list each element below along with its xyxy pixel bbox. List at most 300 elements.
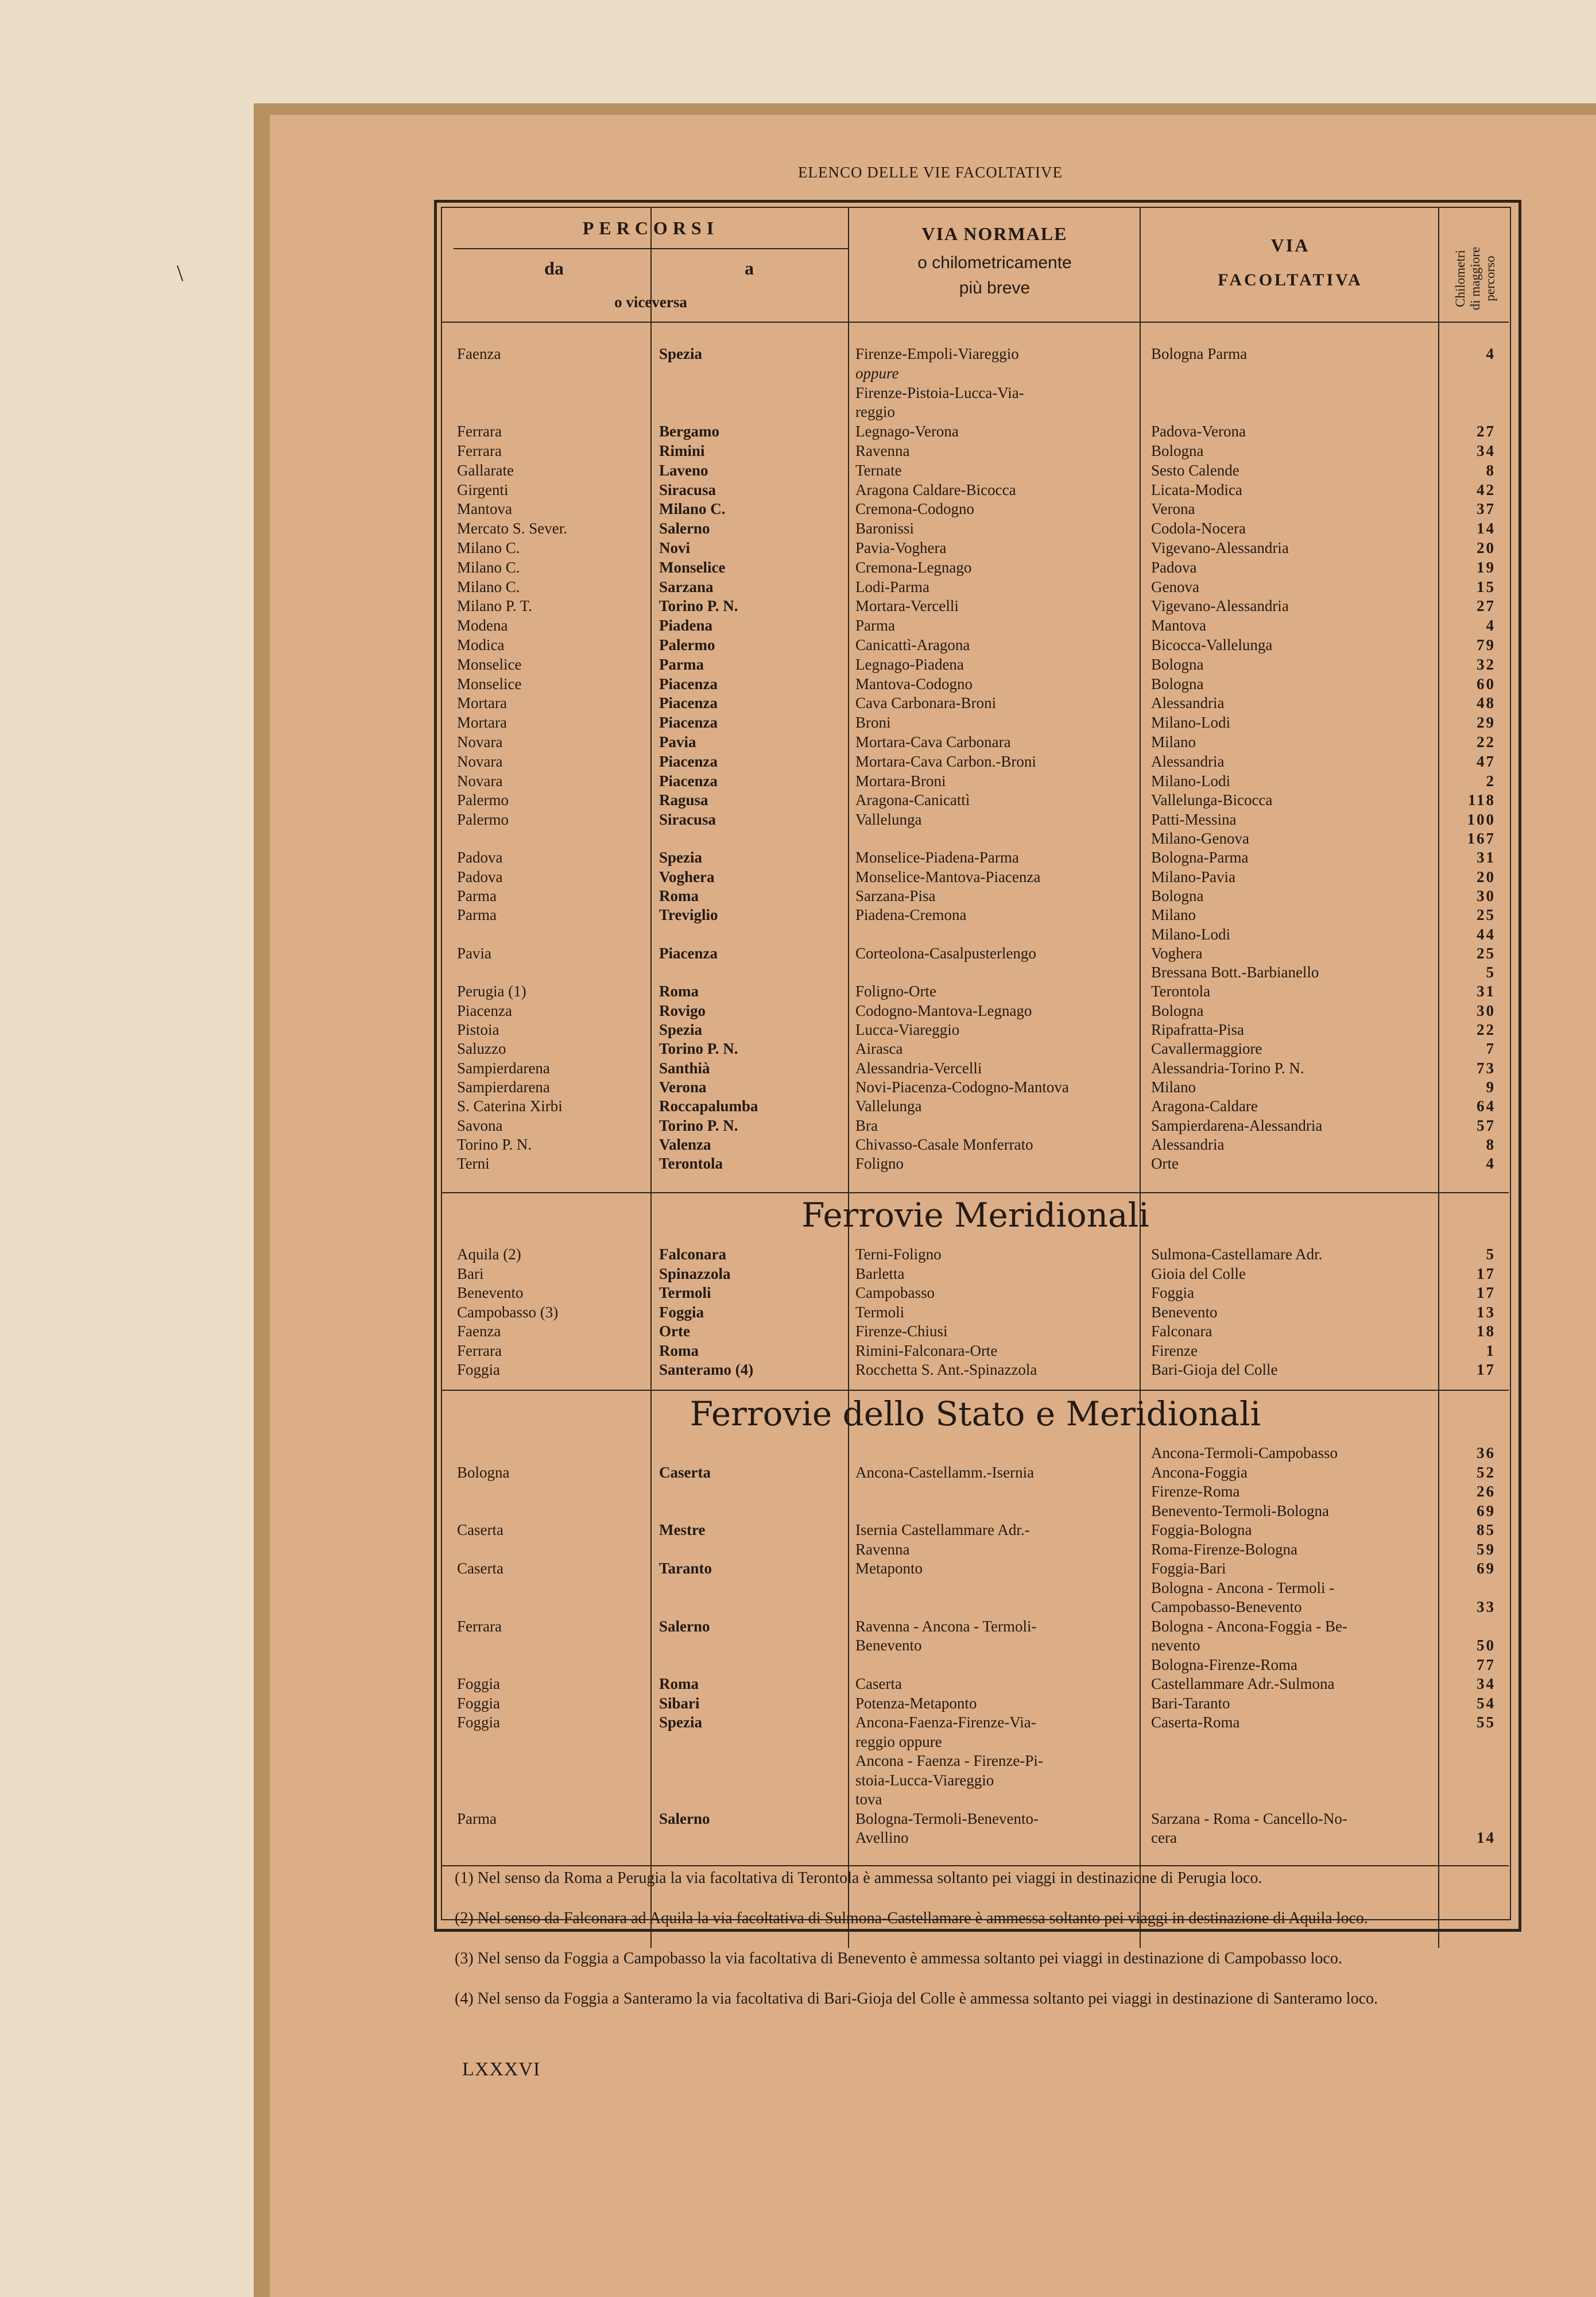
footnote: (1) Nel senso da Roma a Perugia la via facoltativa di Terontola è ammessa soltanto pei viaggi in destinazione di Perugia loco.: [455, 1869, 1262, 1887]
cell-facoltativa: Bologna-Parma: [1151, 849, 1249, 867]
cell-da: Sampierdarena: [457, 1059, 550, 1077]
cell-a: Valenza: [659, 1135, 711, 1153]
cell-km: 17: [1477, 1264, 1496, 1282]
cell-facoltativa: Milano: [1151, 1078, 1196, 1096]
cell-normale: Bra: [855, 1116, 878, 1134]
table-row: [0, 733, 1596, 752]
cell-km: 73: [1477, 1059, 1496, 1077]
cell-da: S. Caterina Xirbi: [457, 1097, 563, 1115]
cell-km: 31: [1477, 849, 1496, 867]
cell-da: Foggia: [457, 1714, 501, 1731]
cell-normale: oppure: [855, 364, 899, 382]
cell-da: Parma: [457, 906, 497, 924]
cell-da: Saluzzo: [457, 1040, 506, 1058]
cell-km: 31: [1477, 983, 1496, 1000]
table-row: [0, 636, 1596, 655]
cell-km: 29: [1477, 714, 1496, 732]
header-percorsi: PERCORSI: [582, 218, 719, 238]
cell-facoltativa: Bari-Taranto: [1151, 1694, 1230, 1712]
cell-normale: Aragona Caldare-Bicocca: [855, 481, 1016, 498]
table-row: [0, 1579, 1596, 1598]
cell-km: 20: [1477, 868, 1496, 885]
table-row: [0, 982, 1596, 1001]
cell-facoltativa: Alessandria: [1151, 1135, 1225, 1153]
cell-normale: Ravenna: [855, 442, 910, 459]
table-row: [0, 1463, 1596, 1482]
running-title: ELENCO DELLE VIE FACOLTATIVE: [798, 164, 1063, 181]
cell-km: 25: [1477, 906, 1496, 924]
cell-da: Palermo: [457, 791, 509, 809]
cell-a: Monselice: [659, 558, 726, 576]
cell-normale: Metaponto: [855, 1560, 923, 1577]
cell-a: Salerno: [659, 520, 710, 537]
cell-km: 5: [1486, 964, 1496, 981]
cell-normale: Broni: [855, 714, 891, 732]
cell-da: Mortara: [457, 714, 507, 732]
cell-a: Piacenza: [659, 714, 718, 732]
cell-a: Santhià: [659, 1059, 710, 1077]
cell-facoltativa: Ancona-Foggia: [1151, 1463, 1248, 1481]
table-row: [0, 1303, 1596, 1322]
cell-km: 60: [1477, 675, 1496, 693]
cell-facoltativa: Padova-Verona: [1151, 423, 1246, 440]
cell-da: Pavia: [457, 944, 491, 962]
cell-normale: Firenze-Empoli-Viareggio: [855, 345, 1019, 362]
cell-a: Parma: [659, 655, 704, 673]
table-row: [0, 1521, 1596, 1540]
header-via-normale-sub2: più breve: [959, 279, 1031, 297]
cell-normale: Firenze-Pistoia-Lucca-Via-: [855, 384, 1024, 401]
cell-facoltativa: Ripafratta-Pisa: [1151, 1021, 1244, 1038]
cell-a: Spezia: [659, 1714, 703, 1731]
cell-km: 52: [1477, 1463, 1496, 1481]
cell-a: Foggia: [659, 1303, 704, 1321]
cell-normale: Isernia Castellammare Adr.-: [855, 1521, 1030, 1538]
header-da: da: [544, 258, 564, 279]
rule-footnotes: [442, 1865, 1509, 1866]
cell-normale: Monselice-Piadena-Parma: [855, 849, 1019, 867]
table-row: [0, 616, 1596, 635]
cell-normale: Terni-Foligno: [855, 1246, 942, 1263]
table-row: [0, 500, 1596, 519]
table-row: [0, 1751, 1596, 1770]
cell-km: 77: [1477, 1656, 1496, 1673]
header-km-line3: percorso: [1483, 256, 1497, 301]
cell-a: Salerno: [659, 1809, 710, 1827]
cell-da: Foggia: [457, 1694, 501, 1712]
cell-facoltativa: Patti-Messina: [1151, 811, 1237, 829]
cell-da: Terni: [457, 1155, 490, 1173]
cell-facoltativa: Milano-Lodi: [1151, 925, 1230, 943]
cell-normale: Legnago-Piadena: [855, 655, 964, 673]
cell-a: Sibari: [659, 1694, 700, 1712]
cell-km: 14: [1477, 520, 1496, 537]
cell-a: Spinazzola: [659, 1264, 731, 1282]
cell-km: 34: [1477, 1675, 1496, 1692]
cell-facoltativa: Terontola: [1151, 983, 1211, 1000]
table-row: [0, 1264, 1596, 1283]
cell-a: Torino P. N.: [659, 1040, 738, 1058]
cell-facoltativa: Voghera: [1151, 944, 1203, 962]
cell-km: 100: [1467, 811, 1496, 829]
table-row: [0, 597, 1596, 616]
cell-normale: Vallelunga: [855, 1097, 922, 1115]
cell-da: Palermo: [457, 811, 509, 829]
cell-da: Modena: [457, 617, 508, 635]
cell-facoltativa: Bari-Gioja del Colle: [1151, 1361, 1278, 1378]
table-row: [0, 1502, 1596, 1521]
cell-facoltativa: Licata-Modica: [1151, 481, 1242, 498]
cell-facoltativa: Milano: [1151, 906, 1196, 924]
header-viceversa: o viceversa: [614, 293, 687, 311]
cell-km: 27: [1477, 423, 1496, 440]
table-row: [0, 1001, 1596, 1020]
cell-normale: reggio: [855, 403, 895, 421]
cell-a: Milano C.: [659, 500, 726, 518]
cell-facoltativa: Bologna: [1151, 442, 1204, 459]
footnote: (3) Nel senso da Foggia a Campobasso la via facoltativa di Benevento è ammessa soltanto pei viaggi in destinazione di Campobasso loco.: [455, 1950, 1342, 1967]
cell-facoltativa: Bologna: [1151, 655, 1204, 673]
cell-normale: Aragona-Canicattì: [855, 791, 970, 809]
cell-km: 34: [1477, 442, 1496, 459]
cell-normale: Benevento: [855, 1637, 922, 1654]
table-row: [0, 829, 1596, 848]
cell-km: 57: [1477, 1116, 1496, 1134]
cell-a: Bergamo: [659, 423, 719, 440]
cell-facoltativa: Milano: [1151, 733, 1196, 751]
cell-da: Foggia: [457, 1361, 501, 1378]
cell-normale: Mortara-Broni: [855, 772, 946, 790]
cell-da: Milano C.: [457, 578, 520, 595]
cell-a: Piacenza: [659, 944, 718, 962]
table-row: [0, 1828, 1596, 1847]
cell-facoltativa: Vallelunga-Bicocca: [1151, 791, 1273, 809]
cell-normale: Cremona-Codogno: [855, 500, 974, 518]
cell-km: 42: [1477, 481, 1496, 498]
cell-a: Torino P. N.: [659, 597, 738, 615]
cell-facoltativa: Falconara: [1151, 1322, 1213, 1340]
cell-facoltativa: Ancona-Termoli-Campobasso: [1151, 1444, 1338, 1461]
table-row: [0, 1559, 1596, 1578]
cell-km: 48: [1477, 694, 1496, 712]
cell-facoltativa: Castellammare Adr.-Sulmona: [1151, 1675, 1335, 1692]
cell-normale: Lucca-Viareggio: [855, 1021, 960, 1038]
cell-facoltativa: nevento: [1151, 1637, 1200, 1654]
cell-facoltativa: Sarzana - Roma - Cancello-No-: [1151, 1809, 1347, 1827]
cell-da: Caserta: [457, 1521, 503, 1538]
cell-km: 8: [1486, 461, 1496, 479]
table-row: [0, 578, 1596, 597]
section-title-stato: Ferrovie dello Stato e Meridionali: [689, 1394, 1261, 1433]
cell-facoltativa: Vigevano-Alessandria: [1151, 539, 1289, 556]
cell-a: Novi: [659, 539, 690, 556]
cell-da: Campobasso (3): [457, 1303, 559, 1321]
table-row: [0, 752, 1596, 771]
cell-a: Ragusa: [659, 791, 708, 809]
cell-facoltativa: Firenze: [1151, 1341, 1198, 1359]
cell-km: 37: [1477, 500, 1496, 518]
cell-normale: Ancona - Faenza - Firenze-Pi-: [855, 1752, 1043, 1769]
cell-da: Mortara: [457, 694, 507, 712]
cell-normale: Ancona-Castellamm.-Isernia: [855, 1463, 1035, 1481]
cell-normale: Ternate: [855, 461, 902, 479]
cell-normale: Alessandria-Vercelli: [855, 1059, 982, 1077]
footnote: (2) Nel senso da Falconara ad Aquila la via facoltativa di Sulmona-Castellamare è ammessa soltanto pei viaggi in destinazione di Aquila loco.: [455, 1909, 1368, 1927]
cell-a: Santeramo (4): [659, 1361, 754, 1378]
cell-normale: Piadena-Cremona: [855, 906, 967, 924]
cell-km: 20: [1477, 539, 1496, 556]
margin-mark: \: [177, 260, 184, 286]
table-row: [0, 944, 1596, 963]
cell-da: Monselice: [457, 655, 522, 673]
cell-km: 2: [1486, 772, 1496, 790]
cell-normale: Legnago-Verona: [855, 423, 959, 440]
cell-da: Ferrara: [457, 1341, 502, 1359]
cell-km: 19: [1477, 558, 1496, 576]
cell-km: 50: [1477, 1637, 1496, 1654]
cell-km: 22: [1477, 733, 1496, 751]
cell-a: Caserta: [659, 1463, 711, 1481]
header-a: a: [745, 258, 754, 279]
cell-da: Piacenza: [457, 1001, 512, 1019]
cell-km: 30: [1477, 1001, 1496, 1019]
cell-km: 36: [1477, 1444, 1496, 1461]
cell-facoltativa: Cavallermaggiore: [1151, 1040, 1262, 1058]
cell-facoltativa: Milano-Lodi: [1151, 772, 1230, 790]
cell-km: 4: [1486, 1155, 1496, 1173]
table-row: [0, 791, 1596, 810]
table-row: [0, 1283, 1596, 1302]
cell-km: 32: [1477, 655, 1496, 673]
table-row: [0, 694, 1596, 713]
cell-facoltativa: Genova: [1151, 578, 1199, 595]
cell-normale: reggio oppure: [855, 1733, 942, 1750]
cell-da: Parma: [457, 887, 497, 904]
cell-da: Milano C.: [457, 539, 520, 556]
cell-km: 1: [1486, 1341, 1496, 1359]
cell-a: Piacenza: [659, 772, 718, 790]
table-row: [0, 1059, 1596, 1078]
table-row: [0, 1656, 1596, 1675]
cell-facoltativa: cera: [1151, 1829, 1177, 1846]
cell-facoltativa: Alessandria: [1151, 694, 1225, 712]
cell-normale: Chivasso-Casale Monferrato: [855, 1135, 1033, 1153]
rule-section-stato: [442, 1390, 1509, 1391]
cell-facoltativa: Bologna - Ancona - Termoli -: [1151, 1579, 1335, 1596]
cell-da: Perugia (1): [457, 983, 526, 1000]
cell-facoltativa: Bicocca-Vallelunga: [1151, 636, 1273, 653]
table-row: [0, 1809, 1596, 1828]
cell-facoltativa: Foggia-Bari: [1151, 1560, 1226, 1577]
table-row: [0, 384, 1596, 403]
page-folio: LXXXVI: [462, 2059, 541, 2080]
table-row: [0, 442, 1596, 461]
cell-da: Pistoia: [457, 1021, 499, 1038]
cell-facoltativa: Orte: [1151, 1155, 1179, 1173]
table-row: [0, 422, 1596, 441]
cell-da: Ferrara: [457, 1617, 502, 1635]
cell-da: Ferrara: [457, 423, 502, 440]
cell-km: 33: [1477, 1598, 1496, 1615]
cell-km: 55: [1477, 1714, 1496, 1731]
header-facoltativa: FACOLTATIVA: [1218, 270, 1363, 289]
cell-a: Orte: [659, 1322, 690, 1340]
cell-facoltativa: Caserta-Roma: [1151, 1714, 1240, 1731]
cell-a: Salerno: [659, 1617, 710, 1635]
table-row: [0, 1444, 1596, 1463]
cell-da: Monselice: [457, 675, 522, 693]
cell-facoltativa: Bologna Parma: [1151, 345, 1248, 362]
cell-facoltativa: Gioia del Colle: [1151, 1264, 1246, 1282]
cell-a: Torino P. N.: [659, 1116, 738, 1134]
cell-a: Piadena: [659, 617, 713, 635]
cell-normale: tova: [855, 1791, 882, 1808]
table-row: [0, 461, 1596, 480]
table-row: [0, 963, 1596, 982]
table-row: [0, 906, 1596, 925]
section-title-meridionali: Ferrovie Meridionali: [801, 1196, 1149, 1235]
table-row: [0, 887, 1596, 906]
cell-normale: Cava Carbonara-Broni: [855, 694, 997, 712]
cell-a: Spezia: [659, 1021, 703, 1038]
cell-km: 4: [1486, 345, 1496, 362]
cell-a: Terontola: [659, 1155, 723, 1173]
cell-da: Milano C.: [457, 558, 520, 576]
cell-normale: Canicattì-Aragona: [855, 636, 970, 653]
cell-facoltativa: Bologna - Ancona-Foggia - Be-: [1151, 1617, 1347, 1635]
cell-km: 22: [1477, 1021, 1496, 1038]
cell-km: 118: [1467, 791, 1496, 809]
header-via: VIA: [1270, 235, 1310, 256]
cell-a: Rimini: [659, 442, 705, 459]
header-km-line1: Chilometri: [1453, 250, 1467, 307]
cell-km: 9: [1486, 1078, 1496, 1096]
cell-da: Padova: [457, 868, 503, 885]
table-row: [0, 713, 1596, 732]
table-row: [0, 519, 1596, 538]
cell-normale: Termoli: [855, 1303, 905, 1321]
table-row: [0, 1322, 1596, 1341]
cell-normale: Campobasso: [855, 1284, 935, 1301]
cell-normale: Bologna-Termoli-Benevento-: [855, 1809, 1039, 1827]
cell-km: 14: [1477, 1829, 1496, 1846]
cell-facoltativa: Padova: [1151, 558, 1197, 576]
cell-normale: stoia-Lucca-Viareggio: [855, 1771, 994, 1789]
cell-normale: Mortara-Cava Carbonara: [855, 733, 1011, 751]
cell-a: Roccapalumba: [659, 1097, 758, 1115]
table-row: [0, 1617, 1596, 1636]
table-row: [0, 1078, 1596, 1097]
header-km-line2: di maggiore: [1468, 246, 1482, 311]
cell-km: 85: [1477, 1521, 1496, 1538]
cell-normale: Mortara-Cava Carbon.-Broni: [855, 752, 1036, 770]
cell-km: 8: [1486, 1135, 1496, 1153]
cell-facoltativa: Alessandria: [1151, 752, 1225, 770]
cell-a: Verona: [659, 1078, 707, 1096]
cell-normale: Sarzana-Pisa: [855, 887, 936, 904]
cell-km: 7: [1486, 1040, 1496, 1058]
cell-da: Mantova: [457, 500, 512, 518]
cell-a: Falconara: [659, 1246, 726, 1263]
cell-km: 69: [1477, 1502, 1496, 1519]
cell-normale: Rocchetta S. Ant.-Spinazzola: [855, 1361, 1037, 1378]
cell-facoltativa: Bressana Bott.-Barbianello: [1151, 964, 1319, 981]
cell-a: Mestre: [659, 1521, 706, 1538]
table-row: [0, 1675, 1596, 1693]
table-row: [0, 539, 1596, 558]
cell-km: 44: [1477, 925, 1496, 943]
cell-facoltativa: Bologna: [1151, 887, 1204, 904]
cell-facoltativa: Milano-Pavia: [1151, 868, 1235, 885]
cell-normale: Vallelunga: [855, 811, 922, 829]
cell-km: 47: [1477, 752, 1496, 770]
cell-normale: Parma: [855, 617, 895, 635]
header-via-normale: VIA NORMALE: [921, 223, 1068, 244]
table-row: [0, 1245, 1596, 1264]
cell-km: 17: [1477, 1361, 1496, 1378]
cell-da: Bari: [457, 1264, 484, 1282]
cell-km: 167: [1467, 830, 1496, 847]
cell-normale: Novi-Piacenza-Codogno-Mantova: [855, 1078, 1069, 1096]
cell-facoltativa: Roma-Firenze-Bologna: [1151, 1540, 1297, 1558]
rule-head-percorsi: [454, 248, 848, 249]
cell-a: Treviglio: [659, 906, 718, 924]
table-row: [0, 1790, 1596, 1809]
cell-normale: Mortara-Vercelli: [855, 597, 959, 615]
cell-da: Savona: [457, 1116, 503, 1134]
cell-normale: Foligno: [855, 1155, 904, 1173]
cell-a: Spezia: [659, 345, 703, 362]
table-row: [0, 675, 1596, 694]
table-row: [0, 1135, 1596, 1154]
cell-da: Ferrara: [457, 442, 502, 459]
table-row: [0, 1771, 1596, 1790]
cell-normale: Caserta: [855, 1675, 902, 1692]
table-row: [0, 403, 1596, 421]
cell-facoltativa: Aragona-Caldare: [1151, 1097, 1258, 1115]
cell-a: Rovigo: [659, 1001, 706, 1019]
table-row: [0, 1636, 1596, 1655]
cell-da: Faenza: [457, 345, 501, 362]
cell-facoltativa: Verona: [1151, 500, 1195, 518]
cell-a: Roma: [659, 887, 699, 904]
cell-km: 54: [1477, 1694, 1496, 1712]
table-row: [0, 1116, 1596, 1135]
cell-da: Faenza: [457, 1322, 501, 1340]
cell-a: Roma: [659, 983, 699, 1000]
cell-da: Novara: [457, 772, 503, 790]
cell-facoltativa: Sulmona-Castellamare Adr.: [1151, 1246, 1323, 1263]
cell-km: 79: [1477, 636, 1496, 653]
cell-da: Aquila (2): [457, 1246, 521, 1263]
table-row: [0, 925, 1596, 944]
cell-km: 4: [1486, 617, 1496, 635]
table-row: [0, 1540, 1596, 1559]
cell-normale: Cremona-Legnago: [855, 558, 972, 576]
cell-a: Palermo: [659, 636, 715, 653]
table-row: [0, 1097, 1596, 1116]
cell-facoltativa: Benevento-Termoli-Bologna: [1151, 1502, 1330, 1519]
cell-normale: Baronissi: [855, 520, 915, 537]
cell-a: Voghera: [659, 868, 715, 885]
table-row: [0, 1482, 1596, 1501]
cell-facoltativa: Sesto Calende: [1151, 461, 1239, 479]
table-row: [0, 772, 1596, 791]
cell-da: Torino P. N.: [457, 1135, 532, 1153]
table-row: [0, 364, 1596, 383]
header-via-normale-sub1: o chilometricamente: [917, 253, 1072, 272]
cell-a: Pavia: [659, 733, 696, 751]
